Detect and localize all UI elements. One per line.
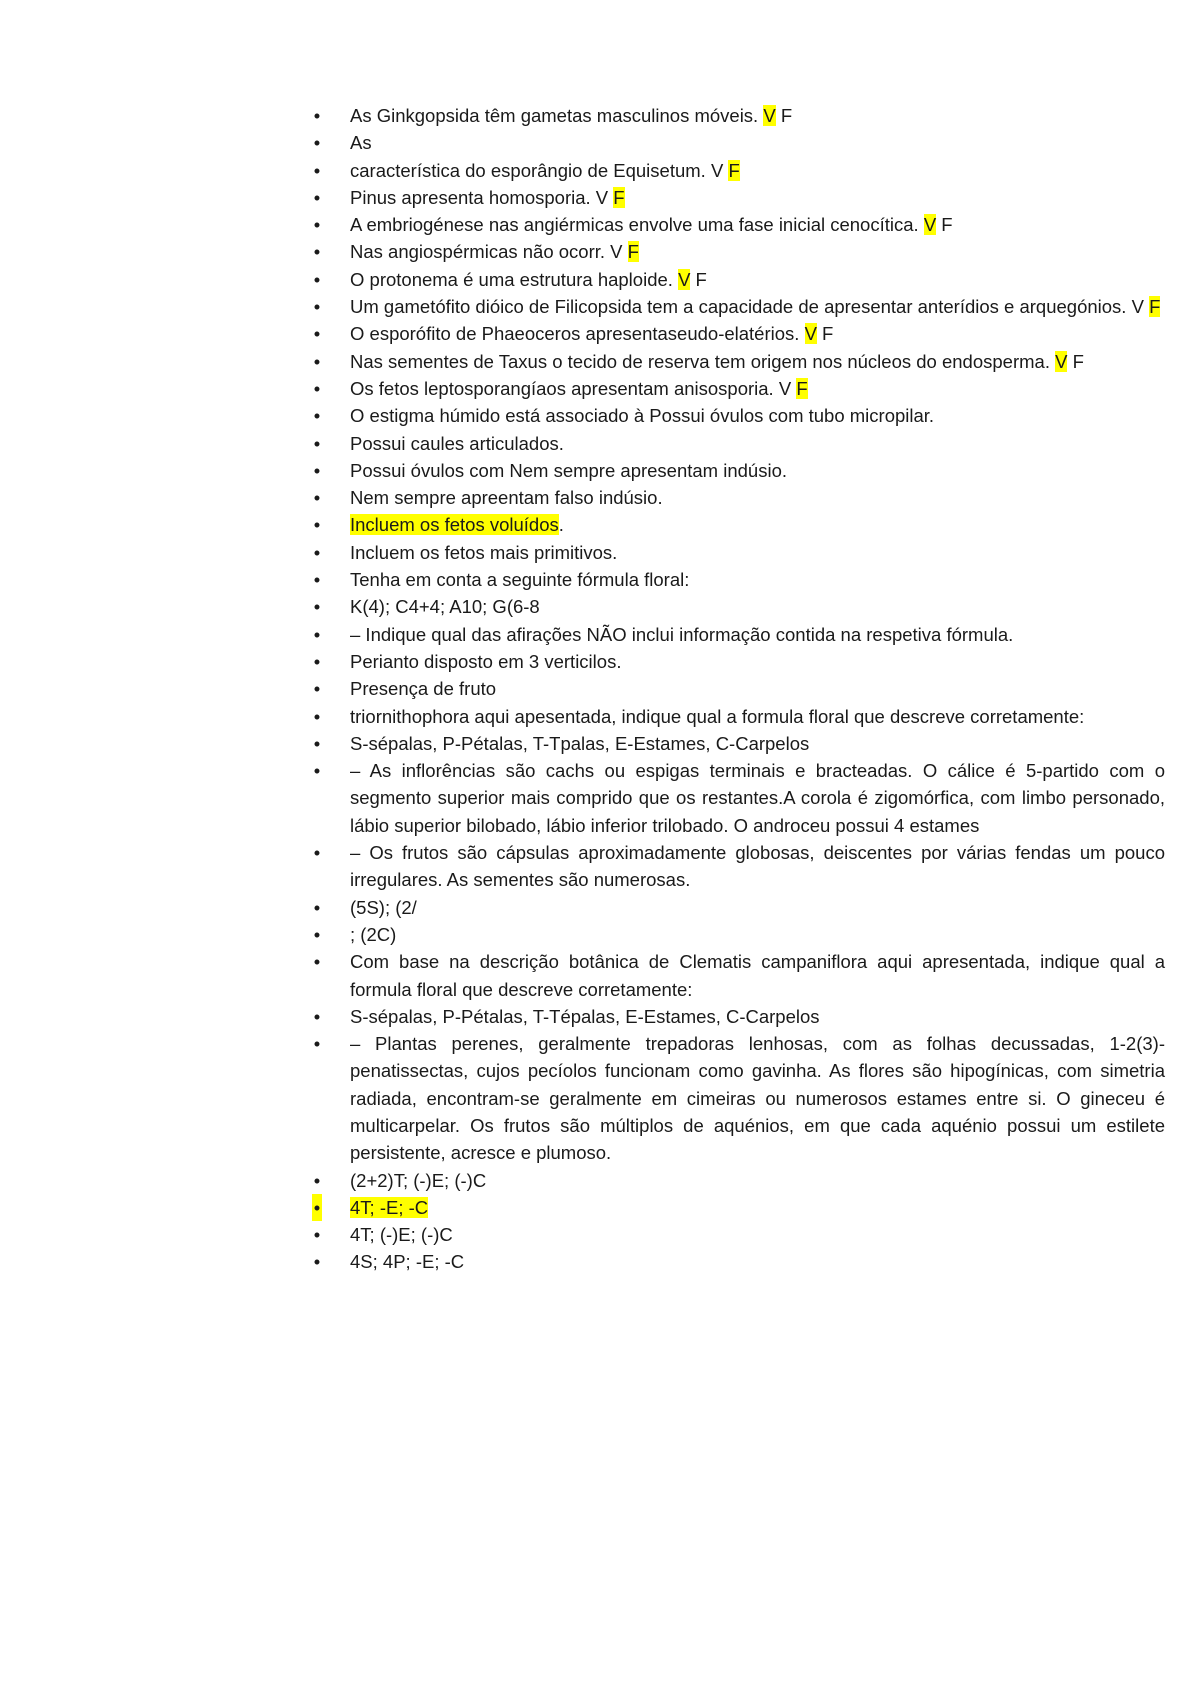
highlighted-text: V (1055, 350, 1068, 372)
item-text: Presença de fruto (350, 678, 497, 700)
item-text: Possui caules articulados. (350, 432, 564, 454)
list-item (312, 402, 1165, 429)
item-text: F (775, 105, 793, 126)
item-text: Nas sementes de Taxus o tecido de reserva tem origem nos núcleos do endosperma. (350, 350, 1056, 372)
item-text: O protonema é uma estrutura haploide. (350, 268, 679, 290)
bullet-icon: • (313, 596, 321, 618)
bullet-icon: • (313, 487, 321, 509)
bullet-icon: • (313, 650, 321, 672)
list-item (312, 948, 1165, 1003)
bullet-icon: • (313, 432, 321, 454)
list-item (312, 1003, 1165, 1030)
bullet-icon: • (313, 268, 321, 290)
item-text: As Ginkgopsida têm gametas masculinos móveis. (350, 105, 764, 126)
list-item (312, 1221, 1165, 1248)
list-item (312, 894, 1165, 921)
item-text: K(4); C4+4; A10; G(6-8 (350, 596, 540, 618)
list-item (312, 430, 1165, 457)
item-text: – Plantas perenes, geralmente trepadoras lenhosas, com as folhas decussadas, 1-2(3)-penatissectas, cujos pecíolos funcionam como gavinha. As flores são hipogínicas, com simetria radiada, encontram-se geralmente em cimeiras ou numerosos estames entre si. O gineceu é multicarpelar. Os frutos são múltiplos de aquénios, em que cada aquénio possui um estilete persistente, acresce e plumoso. (350, 1033, 1165, 1164)
item-text: Tenha em conta a seguinte fórmula floral: (350, 569, 690, 591)
bullet-icon: • (313, 159, 321, 181)
list-item (312, 348, 1165, 375)
bullet-icon: • (313, 186, 321, 208)
bullet-icon: • (313, 732, 321, 754)
highlighted-text: F (613, 186, 625, 208)
list-item (312, 1248, 1165, 1275)
list-item (312, 839, 1165, 894)
item-text: (2+2)T; (-)E; (-)C (350, 1169, 487, 1191)
bullet-icon: • (313, 1033, 321, 1055)
bullet-icon: • (313, 214, 321, 236)
list-item (312, 375, 1165, 402)
bullet-icon: • (313, 323, 321, 345)
bullet-icon: • (313, 760, 321, 782)
bullet-icon: • (313, 541, 321, 563)
item-text: – As inflorências são cachs ou espigas terminais e bracteadas. O cálice é 5-partido com o segmento superior mais comprido que os restantes.A corola é zigomórfica, com limbo personado, lábio superior bilobado, lábio inferior trilobado. O androceu possui 4 estames (350, 760, 1165, 836)
list-item (312, 1194, 1165, 1221)
bullet-icon: • (313, 350, 321, 372)
highlighted-text: V (804, 323, 817, 345)
list-item (312, 675, 1165, 702)
list-item (312, 757, 1165, 839)
list-item (312, 293, 1165, 320)
list-item (312, 457, 1165, 484)
highlighted-text: Incluem os fetos voluídos (350, 514, 559, 536)
bullet-icon: • (312, 1194, 322, 1221)
item-text: ; (2C) (350, 923, 397, 945)
bullet-icon: • (313, 896, 321, 918)
list-item (312, 484, 1165, 511)
bullet-icon: • (313, 1005, 321, 1027)
item-text: F (1067, 350, 1084, 372)
item-text: Pinus apresenta homosporia. V (350, 186, 614, 208)
bullet-icon: • (313, 405, 321, 427)
item-text: F (690, 268, 707, 290)
item-text: – Os frutos são cápsulas aproximadamente globosas, deiscentes por várias fendas um pouco irregulares. As sementes são numerosas. (350, 842, 1165, 891)
bullet-icon: • (313, 459, 321, 481)
item-text: Perianto disposto em 3 verticilos. (350, 650, 622, 672)
bullet-icon: • (313, 132, 321, 154)
item-text: S-sépalas, P-Pétalas, T-Tpalas, E-Estames, C-Carpelos (350, 732, 810, 754)
bullet-icon: • (313, 1251, 321, 1273)
bullet-icon: • (313, 569, 321, 591)
highlighted-text: F (728, 159, 740, 181)
list-item (312, 566, 1165, 593)
bullet-icon: • (313, 1169, 321, 1191)
highlighted-text: F (796, 377, 808, 399)
list-item (312, 730, 1165, 757)
highlighted-text: F (1149, 296, 1161, 318)
list-item (312, 320, 1165, 347)
list-item (312, 184, 1165, 211)
item-text: Os fetos leptosporangíaos apresentam anisosporia. V (350, 377, 797, 399)
list-item (312, 621, 1165, 648)
item-text: Um gametófito dióico de Filicopsida tem a capacidade de apresentar anterídios e arquegónios. V (350, 296, 1150, 318)
item-text: Com base na descrição botânica de Clematis campaniflora aqui apresentada, indique qual a formula floral que descreve corretamente: (350, 951, 1165, 1000)
list-item (312, 129, 1165, 156)
list-item (312, 211, 1165, 238)
item-text: triornithophora aqui apesentada, indique qual a formula floral que descreve corretamente: (350, 705, 1085, 727)
bullet-icon: • (313, 514, 321, 536)
bullet-icon: • (313, 842, 321, 864)
bullet-icon: • (313, 623, 321, 645)
highlighted-text: V (923, 214, 937, 236)
list-item (312, 1167, 1165, 1194)
list-item (312, 648, 1165, 675)
list-item (312, 1030, 1165, 1166)
list-item (312, 511, 1165, 538)
item-text: 4S; 4P; -E; -C (350, 1251, 465, 1273)
list-item (312, 703, 1165, 730)
list-item (312, 593, 1165, 620)
item-text: Incluem os fetos mais primitivos. (350, 541, 618, 563)
bullet-icon: • (313, 678, 321, 700)
item-text: A embriogénese nas angiérmicas envolve uma fase inicial cenocítica. (350, 214, 924, 236)
item-text: F (816, 323, 834, 345)
item-text: Nas angiospérmicas não ocorr. V (350, 241, 628, 263)
highlighted-text: 4T; -E; -C (350, 1196, 429, 1218)
bullet-icon: • (313, 377, 321, 399)
highlighted-text: F (627, 241, 639, 263)
bullet-list (312, 102, 1165, 1276)
bullet-icon: • (313, 105, 321, 126)
list-item (312, 266, 1165, 293)
bullet-icon: • (313, 1224, 321, 1246)
item-text: (5S); (2/ (350, 896, 417, 918)
item-text: S-sépalas, P-Pétalas, T-Tépalas, E-Estames, C-Carpelos (350, 1005, 820, 1027)
item-text: O estigma húmido está associado à Possui óvulos com tubo micropilar. (350, 405, 935, 427)
list-item (312, 238, 1165, 265)
item-text: O esporófito de Phaeoceros apresentaseudo-elatérios. (350, 323, 805, 345)
list-item (312, 539, 1165, 566)
item-text: Nem sempre apreentam falso indúsio. (350, 487, 663, 509)
bullet-icon: • (313, 923, 321, 945)
item-text: F (936, 214, 953, 236)
bullet-icon: • (313, 951, 321, 973)
highlighted-text: V (763, 105, 776, 126)
list-item (312, 157, 1165, 184)
item-text: Possui óvulos com Nem sempre apresentam indúsio. (350, 459, 787, 481)
item-text: As (350, 132, 372, 154)
bullet-icon: • (313, 705, 321, 727)
item-text: característica do esporângio de Equisetum. V (350, 159, 729, 181)
list-item (312, 921, 1165, 948)
item-text: 4T; (-)E; (-)C (350, 1224, 453, 1246)
item-text: . (558, 514, 564, 536)
bullet-icon: • (313, 241, 321, 263)
bullet-icon: • (313, 296, 321, 318)
item-text: – Indique qual das afirações NÃO inclui informação contida na respetiva fórmula. (350, 623, 1014, 645)
list-item (312, 102, 1165, 129)
highlighted-text: V (678, 268, 691, 290)
